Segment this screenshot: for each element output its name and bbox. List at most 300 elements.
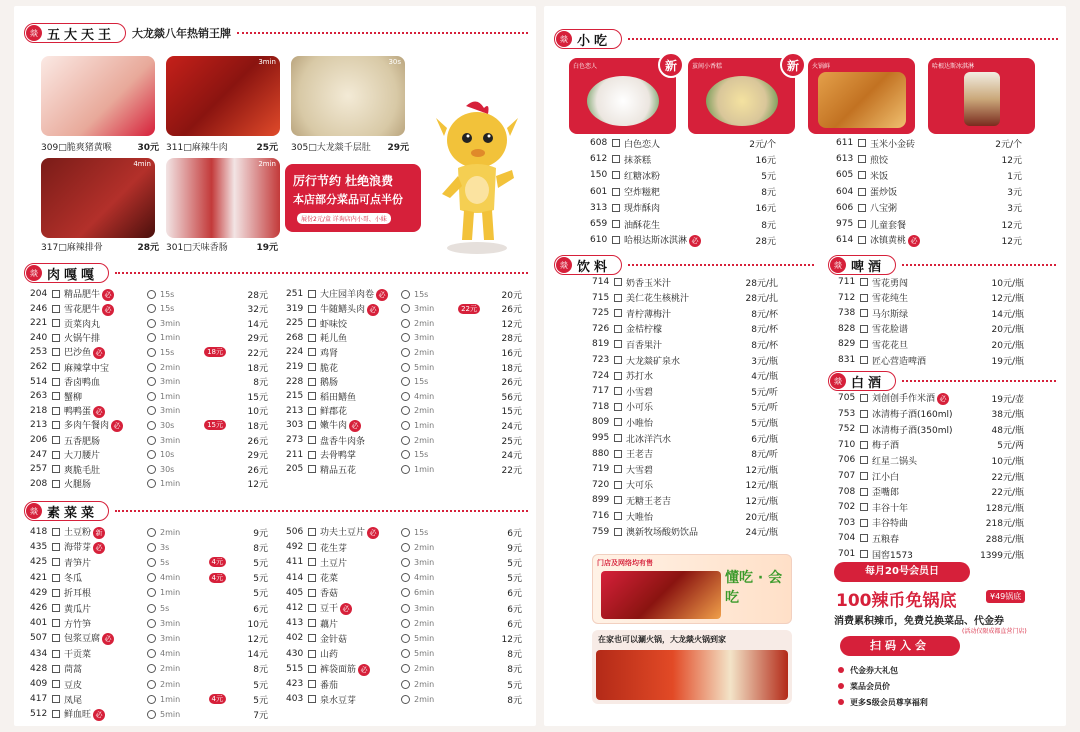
order-checkbox[interactable] [308,378,316,386]
order-checkbox[interactable] [52,680,60,688]
order-checkbox[interactable] [308,619,316,627]
menu-row[interactable] [286,630,522,646]
order-checkbox[interactable] [614,434,622,442]
order-checkbox[interactable] [860,488,868,496]
item-name: 火腿肠 [64,480,92,491]
menu-row[interactable] [30,554,268,570]
item-code: 225 [286,318,304,329]
menu-row[interactable] [286,359,522,375]
menu-row[interactable] [836,184,1022,200]
menu-row[interactable] [286,615,522,631]
menu-row[interactable] [30,476,268,492]
menu-row[interactable] [286,403,522,419]
order-checkbox[interactable] [860,394,868,402]
menu-row[interactable] [592,446,778,462]
order-checkbox[interactable] [858,171,866,179]
menu-row[interactable] [592,290,778,306]
item-name: 泉水豆芽 [320,695,357,706]
menu-row[interactable] [30,461,268,477]
menu-row[interactable] [30,706,268,722]
menu-row[interactable] [836,151,1022,167]
item-price: 22元 [501,465,522,476]
item-code: 809 [592,417,610,428]
order-checkbox[interactable] [308,392,316,400]
clock-icon [401,573,410,582]
item-code: 704 [838,533,856,544]
menu-row[interactable] [838,305,1024,321]
section-header-wudatianwang [24,22,528,44]
order-checkbox[interactable] [52,334,60,342]
order-checkbox[interactable] [308,305,316,313]
item-price: 9元 [253,528,268,539]
order-checkbox[interactable] [614,403,622,411]
order-checkbox[interactable] [860,441,868,449]
order-checkbox[interactable] [52,710,60,718]
menu-row[interactable] [590,232,776,248]
item-name: 精品肥牛 必 [64,287,147,301]
item-code: 240 [30,332,48,343]
order-checkbox[interactable] [860,340,868,348]
order-checkbox[interactable] [860,278,868,286]
order-checkbox[interactable] [858,188,866,196]
menu-row[interactable] [286,539,522,555]
order-checkbox[interactable] [860,456,868,464]
order-checkbox[interactable] [614,278,622,286]
order-checkbox[interactable] [52,421,60,429]
order-checkbox[interactable] [614,325,622,333]
item-name: 蟹柳 [64,392,83,403]
item-name: 江小白 [872,472,900,483]
item-code: 413 [286,618,304,629]
cook-time: 15s [414,377,429,387]
menu-row[interactable] [838,352,1024,368]
item-code: 752 [838,424,856,435]
item-name: 红星二锅头 [872,456,918,467]
order-checkbox[interactable] [860,550,868,558]
order-checkbox[interactable] [308,363,316,371]
menu-row[interactable] [286,447,522,463]
menu-row[interactable] [592,524,778,540]
clock-icon [147,406,156,415]
divider [628,38,1058,40]
logo-icon: 燚 [26,503,42,519]
logo-icon: 燚 [26,265,42,281]
item-price: 12元/瓶 [745,496,778,507]
menu-row[interactable] [838,468,1024,484]
clock-icon [401,392,410,401]
snack-photo-2: 茧间小香糕 [688,58,795,134]
menu-row[interactable] [590,167,776,183]
cook-time: 2min [414,406,435,416]
order-checkbox[interactable] [614,309,622,317]
order-checkbox[interactable] [308,436,316,444]
item-code: 247 [30,449,48,460]
order-checkbox[interactable] [52,665,60,673]
menu-row[interactable] [592,414,778,430]
item-code: 819 [592,339,610,350]
menu-row[interactable] [30,570,268,586]
order-checkbox[interactable] [612,188,620,196]
order-checkbox[interactable] [308,574,316,582]
cook-time: 2min [414,618,435,628]
order-checkbox[interactable] [52,480,60,488]
menu-row[interactable] [838,452,1024,468]
item-price: 16元 [755,155,776,166]
item-price: 128元/瓶 [985,503,1024,514]
menu-row[interactable] [836,200,1022,216]
clock-icon [401,421,410,430]
order-checkbox[interactable] [308,543,316,551]
order-checkbox[interactable] [52,543,60,551]
item-price: 218元/瓶 [985,519,1024,530]
menu-row[interactable] [286,432,522,448]
cook-time: 5min [414,633,435,643]
menu-row[interactable] [838,546,1024,562]
order-checkbox[interactable] [52,451,60,459]
order-checkbox[interactable] [614,496,622,504]
item-name: 雪花勇闯 [872,278,909,289]
order-checkbox[interactable] [614,372,622,380]
order-checkbox[interactable] [52,407,60,415]
order-checkbox[interactable] [614,356,622,364]
order-checkbox[interactable] [308,589,316,597]
item-price: 18元 [247,363,268,374]
menu-row[interactable] [286,374,522,390]
menu-row[interactable] [590,151,776,167]
menu-row[interactable] [836,135,1022,151]
order-checkbox[interactable] [52,392,60,400]
menu-row[interactable] [30,388,268,404]
item-name: 折耳根 [64,589,92,600]
cook-time: 5min [414,362,435,372]
item-code: 211 [286,449,304,460]
item-code: 708 [838,486,856,497]
order-checkbox[interactable] [52,558,60,566]
menu-row[interactable] [838,406,1024,422]
item-name: 精品五花 [320,465,357,476]
order-checkbox[interactable] [860,325,868,333]
clock-icon [147,543,156,552]
menu-row[interactable] [592,305,778,321]
menu-row[interactable] [590,200,776,216]
order-checkbox[interactable] [860,503,868,511]
menu-row[interactable] [30,286,268,302]
clock-icon [401,406,410,415]
cook-time: 4min [414,573,435,583]
menu-row[interactable] [286,600,522,616]
order-checkbox[interactable] [614,528,622,536]
menu-row[interactable] [30,330,268,346]
order-checkbox[interactable] [614,294,622,302]
menu-row[interactable] [592,383,778,399]
menu-row[interactable] [286,646,522,662]
item-code: 507 [30,633,48,644]
order-checkbox[interactable] [860,519,868,527]
menu-row[interactable] [286,570,522,586]
menu-row[interactable] [286,301,522,317]
order-checkbox[interactable] [858,139,866,147]
item-name: 冰镇黄桃 必 [870,233,962,247]
order-checkbox[interactable] [52,436,60,444]
item-code: 435 [30,542,48,553]
cook-time: 3min [160,435,181,445]
menu-row[interactable] [838,321,1024,337]
item-price: 1元 [1007,171,1022,182]
section-title: 素菜菜 [47,505,99,521]
dish-caption-5: 301□天味香肠 19元 [166,243,278,253]
item-price: 32元 [247,305,268,316]
item-price: 10元/瓶 [991,456,1024,467]
order-checkbox[interactable] [308,558,316,566]
menu-row[interactable] [30,301,268,317]
menu-row[interactable] [590,184,776,200]
order-checkbox[interactable] [52,604,60,612]
order-checkbox[interactable] [612,220,620,228]
order-checkbox[interactable] [308,650,316,658]
order-checkbox[interactable] [52,574,60,582]
cook-time: 6min [414,588,435,598]
item-name: 牛随鳝头肉 必 [320,302,401,316]
menu-row[interactable] [592,477,778,493]
order-checkbox[interactable] [612,236,620,244]
item-code: 614 [836,235,854,246]
menu-row[interactable] [592,321,778,337]
item-code: 828 [838,323,856,334]
section-title: 白酒 [851,375,886,391]
order-checkbox[interactable] [860,356,868,364]
item-name: 凤尾 [64,695,83,706]
order-checkbox[interactable] [52,634,60,642]
menu-row[interactable] [838,290,1024,306]
item-name: 北冰洋汽水 [626,434,672,445]
clock-icon [401,649,410,658]
item-code: 718 [592,401,610,412]
clock-icon [401,290,410,299]
clock-icon [401,450,410,459]
order-checkbox[interactable] [860,410,868,418]
menu-row[interactable] [592,461,778,477]
order-checkbox[interactable] [308,348,316,356]
recommend-mark-icon: 必 [102,304,114,316]
order-checkbox[interactable] [860,309,868,317]
menu-row[interactable] [286,524,522,540]
order-checkbox[interactable] [52,589,60,597]
menu-row[interactable] [30,585,268,601]
menu-row[interactable] [286,417,522,433]
menu-row[interactable] [286,330,522,346]
order-checkbox[interactable] [52,305,60,313]
order-checkbox[interactable] [612,155,620,163]
cook-time: 1min [160,479,181,489]
menu-row[interactable] [592,508,778,524]
menu-row[interactable] [286,661,522,677]
menu-row[interactable] [838,530,1024,546]
menu-row[interactable] [286,315,522,331]
order-checkbox[interactable] [614,481,622,489]
order-checkbox[interactable] [308,465,316,473]
menu-row[interactable] [286,676,522,692]
order-checkbox[interactable] [860,294,868,302]
order-checkbox[interactable] [614,340,622,348]
menu-row[interactable] [30,661,268,677]
menu-row[interactable] [838,421,1024,437]
order-checkbox[interactable] [52,619,60,627]
menu-row[interactable] [592,352,778,368]
menu-row[interactable] [286,585,522,601]
clock-icon [147,392,156,401]
order-checkbox[interactable] [52,465,60,473]
order-checkbox[interactable] [860,425,868,433]
menu-row[interactable] [286,388,522,404]
benefit-item: 更多S级会员尊享福利 [838,694,928,710]
item-price: 15元 [501,407,522,418]
menu-row[interactable] [838,437,1024,453]
menu-row[interactable] [30,691,268,707]
cook-time: 2min [414,435,435,445]
recommend-mark-icon: 必 [358,664,370,676]
item-price: 12元 [1001,155,1022,166]
menu-row[interactable] [592,368,778,384]
order-checkbox[interactable] [308,334,316,342]
menu-row[interactable] [286,286,522,302]
order-checkbox[interactable] [308,695,316,703]
item-price: 8元/杯 [751,325,778,336]
order-checkbox[interactable] [52,378,60,386]
order-checkbox[interactable] [614,512,622,520]
clock-icon [147,290,156,299]
item-name: 匠心营造啤酒 [872,356,927,367]
banner-line-2: 本店部分菜品可点半份 [293,193,403,206]
item-price: 29元 [247,451,268,462]
recommend-mark-icon: 新 [93,527,105,539]
food-photo-1 [41,56,155,136]
menu-row[interactable] [30,403,268,419]
menu-row[interactable] [30,524,268,540]
menu-row[interactable] [30,359,268,375]
cook-time: 3min [160,377,181,387]
menu-row[interactable] [592,399,778,415]
menu-row[interactable] [30,447,268,463]
clock-icon [401,604,410,613]
snack-photo-1: 白色恋人 [569,58,676,134]
order-checkbox[interactable] [308,421,316,429]
menu-row[interactable] [836,167,1022,183]
menu-row[interactable] [838,499,1024,515]
order-checkbox[interactable] [614,418,622,426]
menu-row[interactable] [590,135,776,151]
item-code: 319 [286,303,304,314]
menu-row[interactable] [838,390,1024,406]
item-name: 煎饺 [870,155,889,166]
order-checkbox[interactable] [614,450,622,458]
order-checkbox[interactable] [308,290,316,298]
clock-icon [401,588,410,597]
order-checkbox[interactable] [860,534,868,542]
order-checkbox[interactable] [52,650,60,658]
order-checkbox[interactable] [308,451,316,459]
order-checkbox[interactable] [308,319,316,327]
section-header-yinliao [554,254,814,276]
menu-row[interactable] [286,344,522,360]
menu-row[interactable] [592,336,778,352]
order-checkbox[interactable] [52,695,60,703]
item-name: 雪花脸谱 [872,325,909,336]
menu-row[interactable] [836,232,1022,248]
menu-row[interactable] [30,344,268,360]
order-checkbox[interactable] [612,139,620,147]
order-checkbox[interactable] [308,604,316,612]
order-checkbox[interactable] [52,290,60,298]
order-checkbox[interactable] [858,204,866,212]
order-checkbox[interactable] [308,634,316,642]
menu-row[interactable] [838,515,1024,531]
order-checkbox[interactable] [858,155,866,163]
menu-row[interactable] [838,274,1024,290]
menu-row[interactable] [30,374,268,390]
menu-row[interactable] [592,492,778,508]
scan-join-button[interactable]: 扫码入会 [840,636,960,656]
item-name: 花生芽 [320,543,348,554]
order-checkbox[interactable] [614,465,622,473]
order-checkbox[interactable] [52,528,60,536]
order-checkbox[interactable] [858,236,866,244]
menu-row[interactable] [30,646,268,662]
menu-row[interactable] [30,432,268,448]
clock-icon [147,634,156,643]
menu-row[interactable] [286,691,522,707]
order-checkbox[interactable] [52,348,60,356]
order-checkbox[interactable] [308,680,316,688]
order-checkbox[interactable] [858,220,866,228]
menu-row[interactable] [838,484,1024,500]
menu-row[interactable] [592,274,778,290]
menu-row[interactable] [30,615,268,631]
menu-row[interactable] [30,417,268,433]
item-name: 大龙燚矿泉水 [626,356,681,367]
order-checkbox[interactable] [860,472,868,480]
menu-row[interactable] [286,461,522,477]
menu-row[interactable] [838,336,1024,352]
item-name: 五粮春 [872,534,900,545]
menu-row[interactable] [836,216,1022,232]
order-checkbox[interactable] [308,407,316,415]
order-checkbox[interactable] [52,363,60,371]
benefit-item: 菜品会员价 [838,678,928,694]
item-price: 5元/瓶 [751,418,778,429]
cook-time: 2min [414,318,435,328]
menu-row[interactable] [590,216,776,232]
order-checkbox[interactable] [308,528,316,536]
order-checkbox[interactable] [52,319,60,327]
order-checkbox[interactable] [612,171,620,179]
order-checkbox[interactable] [612,204,620,212]
menu-row[interactable] [30,630,268,646]
menu-row[interactable] [30,539,268,555]
section-title: 啤酒 [851,259,886,275]
order-checkbox[interactable] [308,665,316,673]
item-price: 8元 [507,695,522,706]
item-name: 爽脆毛肚 [64,465,101,476]
menu-row[interactable] [30,600,268,616]
menu-row[interactable] [592,430,778,446]
menu-row[interactable] [30,676,268,692]
menu-row[interactable] [30,315,268,331]
promo-slot [194,420,228,430]
clock-icon [147,649,156,658]
item-code: 701 [838,549,856,559]
order-checkbox[interactable] [614,387,622,395]
menu-row[interactable] [286,554,522,570]
